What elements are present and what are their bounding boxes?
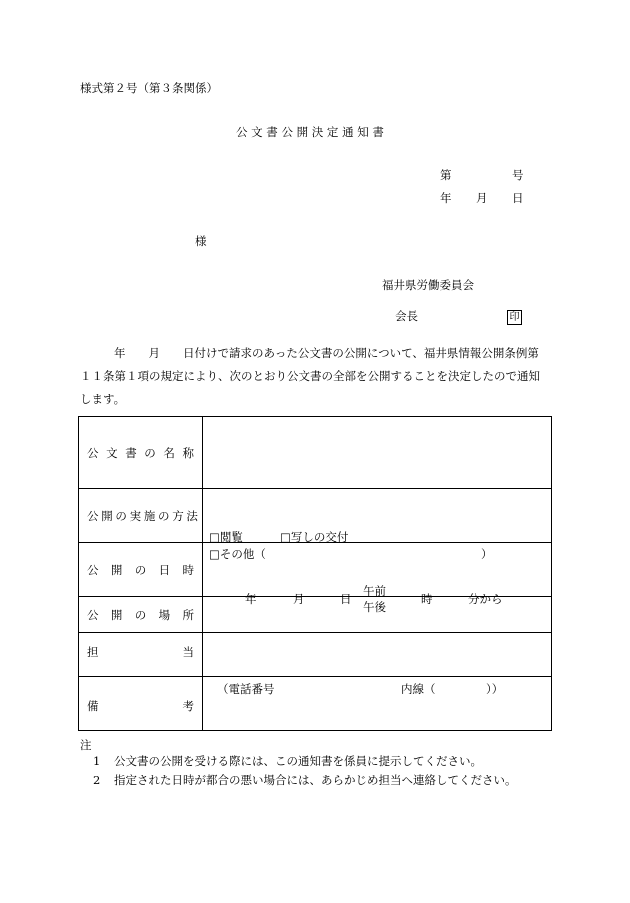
label-place	[79, 597, 203, 633]
disclosure-table	[78, 416, 552, 731]
body-line: します。	[80, 392, 126, 406]
document-title: 公 文 書 公 開 決 定 通 知 書	[236, 125, 384, 139]
issuer-position: 会長	[395, 309, 418, 323]
dt-minute-from: 分から	[468, 591, 503, 606]
field-contact[interactable]	[203, 633, 552, 696]
row-remarks	[79, 677, 552, 731]
dt-hour: 時	[421, 591, 433, 606]
label-char: の	[115, 508, 127, 523]
label-char: 備	[87, 699, 99, 713]
row-contact	[79, 633, 552, 677]
date-day: 日	[512, 191, 524, 205]
label-char: 法	[186, 508, 198, 523]
label-remarks	[79, 677, 203, 731]
date-month: 月	[476, 191, 488, 205]
label-method	[79, 489, 203, 543]
dt-month: 月	[293, 591, 305, 606]
label-char: 方	[172, 508, 184, 523]
label-char: 開	[110, 607, 123, 622]
label-document-name	[79, 417, 203, 489]
label-contact	[79, 633, 203, 677]
label-char: 文	[106, 445, 118, 460]
checkbox-other[interactable]: □その他（	[209, 546, 266, 561]
field-method	[203, 489, 552, 561]
label-datetime	[79, 543, 203, 597]
label-char: 公	[87, 508, 99, 523]
label-char: 担	[87, 645, 99, 659]
note-number: 2	[93, 773, 101, 787]
label-char: 称	[182, 445, 194, 460]
label-char: 日	[158, 562, 171, 577]
date-year: 年	[440, 191, 452, 205]
dt-pm: 午後	[363, 599, 386, 614]
form-number: 様式第２号（第３条関係）	[80, 81, 218, 95]
contact-close: ））	[486, 681, 504, 696]
row-document-name	[79, 417, 552, 489]
label-char: の	[158, 508, 170, 523]
contact-ext: 内線（	[401, 681, 436, 696]
label-char: 施	[143, 508, 156, 523]
label-char: 公	[87, 607, 99, 622]
field-document-name[interactable]	[203, 417, 552, 489]
label-char: 公	[87, 445, 99, 460]
note-number: 1	[93, 754, 101, 768]
body-line: 年 月 日付けで請求のあった公文書の公開について、福井県情報公開条例第	[114, 346, 539, 360]
note-text: 公文書の公開を受ける際には、この通知書を係員に提示してください。	[114, 754, 482, 768]
checkbox-view[interactable]: □閲覧	[209, 529, 243, 544]
label-char: 公	[87, 562, 99, 577]
seal-stamp: 印	[507, 310, 522, 325]
label-char: の	[134, 562, 147, 577]
label-char: 開	[101, 508, 113, 523]
label-char: 場	[158, 607, 171, 622]
doc-number-go: 号	[512, 168, 524, 182]
label-char: 時	[182, 562, 194, 577]
label-char: の	[134, 607, 147, 622]
label-char: 考	[182, 699, 194, 713]
dt-day: 日	[340, 591, 352, 606]
label-char: 実	[129, 508, 142, 523]
label-char: 当	[182, 645, 194, 659]
issuer-org: 福井県労働委員会	[382, 278, 474, 292]
checkbox-copy[interactable]: □写しの交付	[280, 529, 349, 544]
label-char: の	[144, 445, 156, 460]
dt-year: 年	[245, 591, 257, 606]
label-char: 名	[163, 445, 175, 460]
dt-am: 午前	[363, 583, 386, 598]
label-char: 所	[182, 607, 194, 622]
addressee-sama: 様	[195, 234, 207, 248]
body-line: １１条第１項の規定により、次のとおり公文書の全部を公開することを決定したので通知	[80, 369, 540, 383]
other-close-paren: ）	[481, 546, 493, 561]
body-paragraph	[80, 342, 552, 411]
note-text: 指定された日時が都合の悪い場合には、あらかじめ担当へ連絡してください。	[114, 773, 517, 787]
row-method	[79, 489, 552, 543]
doc-number-dai: 第	[440, 168, 452, 182]
contact-phone: （電話番号	[217, 681, 275, 696]
notes-heading: 注	[80, 738, 92, 752]
label-char: 開	[110, 562, 123, 577]
label-char: 書	[125, 445, 137, 460]
